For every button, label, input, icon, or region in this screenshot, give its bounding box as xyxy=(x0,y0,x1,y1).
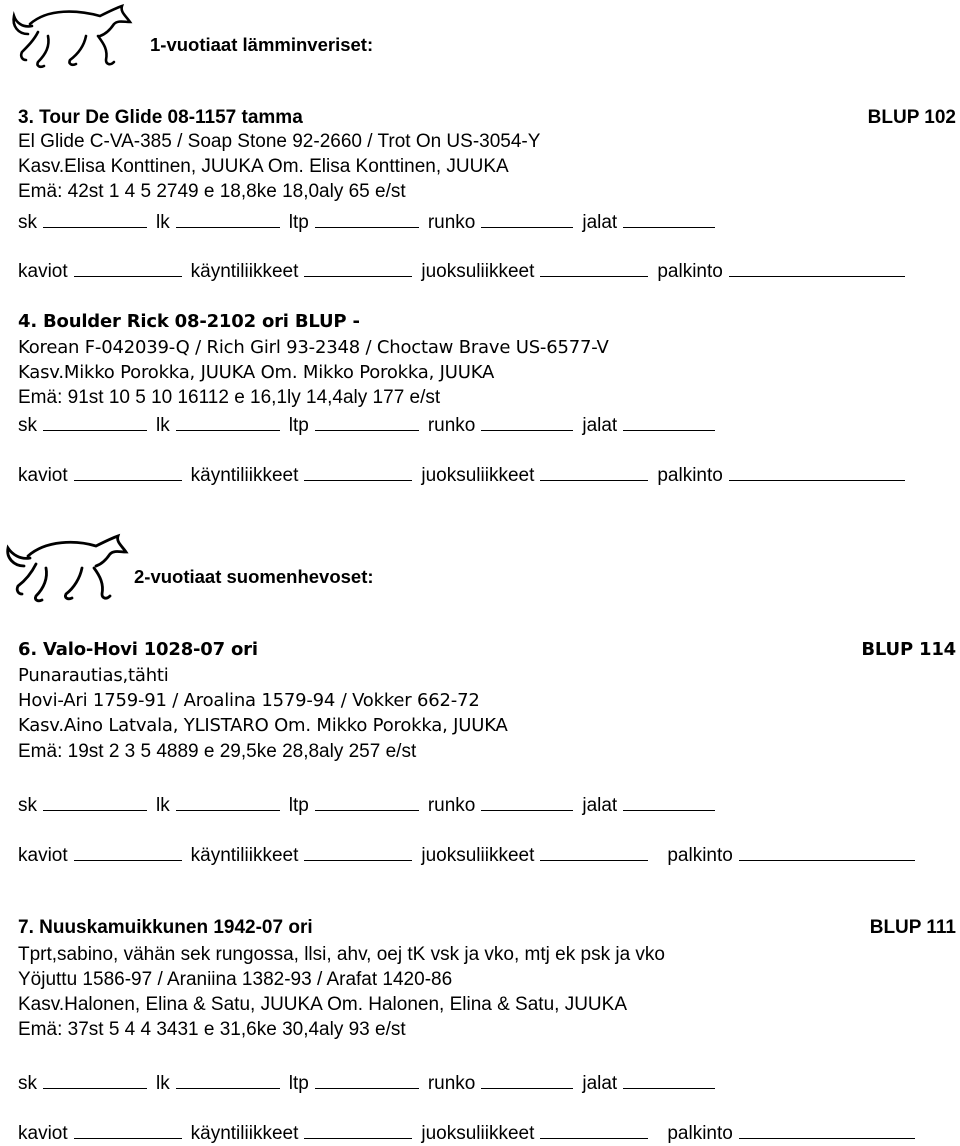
label-kaviot: kaviot xyxy=(18,1123,68,1144)
field-juoksuliikkeet[interactable] xyxy=(540,463,648,481)
label-runko: runko xyxy=(427,212,476,233)
score-row-2 xyxy=(18,463,914,488)
field-kayntiliikkeet[interactable] xyxy=(304,843,412,861)
field-juoksuliikkeet[interactable] xyxy=(540,843,648,861)
label-jalat: jalat xyxy=(582,1073,618,1094)
section-heading-2: 2-vuotiaat suomenhevoset: xyxy=(134,566,374,587)
label-sk: sk xyxy=(18,795,37,816)
field-jalat[interactable] xyxy=(623,210,715,228)
score-row-2 xyxy=(18,1121,924,1146)
entry-title: 4. Boulder Rick 08-2102 ori BLUP - xyxy=(18,311,360,332)
field-kayntiliikkeet[interactable] xyxy=(304,1121,412,1139)
field-palkinto[interactable] xyxy=(739,843,915,861)
score-row-1 xyxy=(18,413,724,438)
entry-dam-record: Emä: 37st 5 4 4 3431 e 31,6ke 30,4aly 93 e/st xyxy=(18,1019,406,1040)
label-ltp: ltp xyxy=(288,212,309,233)
label-sk: sk xyxy=(18,415,37,436)
field-runko[interactable] xyxy=(481,210,573,228)
label-jalat: jalat xyxy=(582,212,618,233)
label-juoksuliikkeet: juoksuliikkeet xyxy=(421,1123,535,1144)
label-lk: lk xyxy=(156,1073,170,1094)
entry-dam-record: Emä: 19st 2 3 5 4889 e 29,5ke 28,8aly 257 e/st xyxy=(18,741,417,762)
score-row-1 xyxy=(18,210,724,235)
field-runko[interactable] xyxy=(481,413,573,431)
label-palkinto: palkinto xyxy=(657,465,723,486)
score-row-2 xyxy=(18,259,914,284)
label-sk: sk xyxy=(18,212,37,233)
entry-color-markings: Tprt,sabino, vähän sek rungossa, llsi, ahv, oej tK vsk ja vko, mtj ek psk ja vko xyxy=(18,944,665,965)
label-juoksuliikkeet: juoksuliikkeet xyxy=(421,465,535,486)
field-kaviot[interactable] xyxy=(74,259,182,277)
label-kayntiliikkeet: käyntiliikkeet xyxy=(190,1123,299,1144)
entry-breeder-owner: Kasv.Mikko Porokka, JUUKA Om. Mikko Porokka, JUUKA xyxy=(18,362,495,383)
field-jalat[interactable] xyxy=(623,793,715,811)
field-kayntiliikkeet[interactable] xyxy=(304,259,412,277)
label-kayntiliikkeet: käyntiliikkeet xyxy=(190,261,299,282)
entry-title: 7. Nuuskamuikkunen 1942-07 ori xyxy=(18,917,313,938)
entry-pedigree: El Glide C-VA-385 / Soap Stone 92-2660 / Trot On US-3054-Y xyxy=(18,131,541,152)
field-sk[interactable] xyxy=(43,793,147,811)
field-palkinto[interactable] xyxy=(739,1121,915,1139)
field-sk[interactable] xyxy=(43,413,147,431)
label-lk: lk xyxy=(156,795,170,816)
field-juoksuliikkeet[interactable] xyxy=(540,259,648,277)
entry-pedigree: Yöjuttu 1586-97 / Araniina 1382-93 / Arafat 1420-86 xyxy=(18,969,453,990)
entry-title: 3. Tour De Glide 08-1157 tamma xyxy=(18,107,303,128)
label-kaviot: kaviot xyxy=(18,261,68,282)
entry-blup: BLUP 111 xyxy=(869,917,956,938)
label-lk: lk xyxy=(156,415,170,436)
score-row-1 xyxy=(18,1071,724,1096)
label-jalat: jalat xyxy=(582,415,618,436)
entry-blup: BLUP 102 xyxy=(867,107,956,128)
entry-title: 6. Valo-Hovi 1028-07 ori xyxy=(18,639,258,660)
field-runko[interactable] xyxy=(481,793,573,811)
label-juoksuliikkeet: juoksuliikkeet xyxy=(421,845,535,866)
entry-breeder-owner: Kasv.Aino Latvala, YLISTARO Om. Mikko Porokka, JUUKA xyxy=(18,715,508,736)
label-runko: runko xyxy=(427,1073,476,1094)
field-jalat[interactable] xyxy=(623,1071,715,1089)
field-kaviot[interactable] xyxy=(74,843,182,861)
field-lk[interactable] xyxy=(176,210,280,228)
label-runko: runko xyxy=(427,415,476,436)
horse-icon xyxy=(8,2,136,74)
field-juoksuliikkeet[interactable] xyxy=(540,1121,648,1139)
label-ltp: ltp xyxy=(288,795,309,816)
entry-color-markings: Punarautias,tähti xyxy=(18,665,169,686)
entry-breeder-owner: Kasv.Halonen, Elina & Satu, JUUKA Om. Halonen, Elina & Satu, JUUKA xyxy=(18,994,627,1015)
field-lk[interactable] xyxy=(176,1071,280,1089)
label-palkinto: palkinto xyxy=(667,1123,733,1144)
field-runko[interactable] xyxy=(481,1071,573,1089)
label-lk: lk xyxy=(156,212,170,233)
label-ltp: ltp xyxy=(288,1073,309,1094)
entry-dam-record: Emä: 42st 1 4 5 2749 e 18,8ke 18,0aly 65 e/st xyxy=(18,181,406,202)
field-sk[interactable] xyxy=(43,1071,147,1089)
entry-pedigree: Korean F-042039-Q / Rich Girl 93-2348 / Choctaw Brave US-6577-V xyxy=(18,337,609,358)
label-kaviot: kaviot xyxy=(18,465,68,486)
field-kaviot[interactable] xyxy=(74,463,182,481)
score-row-2 xyxy=(18,843,924,868)
field-kaviot[interactable] xyxy=(74,1121,182,1139)
label-juoksuliikkeet: juoksuliikkeet xyxy=(421,261,535,282)
running-horse-logo xyxy=(2,532,130,608)
field-jalat[interactable] xyxy=(623,413,715,431)
label-jalat: jalat xyxy=(582,795,618,816)
section-heading-1: 1-vuotiaat lämminveriset: xyxy=(150,34,374,55)
entry-blup: BLUP 114 xyxy=(861,639,956,660)
label-palkinto: palkinto xyxy=(667,845,733,866)
entry-dam-record: Emä: 91st 10 5 10 16112 e 16,1ly 14,4aly 177 e/st xyxy=(18,387,441,408)
score-row-1 xyxy=(18,793,724,818)
label-kayntiliikkeet: käyntiliikkeet xyxy=(190,465,299,486)
label-palkinto: palkinto xyxy=(657,261,723,282)
field-lk[interactable] xyxy=(176,413,280,431)
field-palkinto[interactable] xyxy=(729,463,905,481)
label-kayntiliikkeet: käyntiliikkeet xyxy=(190,845,299,866)
field-lk[interactable] xyxy=(176,793,280,811)
running-horse-logo xyxy=(8,2,136,74)
field-ltp[interactable] xyxy=(315,793,419,811)
field-ltp[interactable] xyxy=(315,1071,419,1089)
field-kayntiliikkeet[interactable] xyxy=(304,463,412,481)
field-sk[interactable] xyxy=(43,210,147,228)
entry-breeder-owner: Kasv.Elisa Konttinen, JUUKA Om. Elisa Konttinen, JUUKA xyxy=(18,156,509,177)
label-runko: runko xyxy=(427,795,476,816)
field-palkinto[interactable] xyxy=(729,259,905,277)
label-kaviot: kaviot xyxy=(18,845,68,866)
field-ltp[interactable] xyxy=(315,210,419,228)
label-ltp: ltp xyxy=(288,415,309,436)
entry-pedigree: Hovi-Ari 1759-91 / Aroalina 1579-94 / Vokker 662-72 xyxy=(18,690,480,711)
label-sk: sk xyxy=(18,1073,37,1094)
field-ltp[interactable] xyxy=(315,413,419,431)
horse-icon xyxy=(2,532,130,608)
